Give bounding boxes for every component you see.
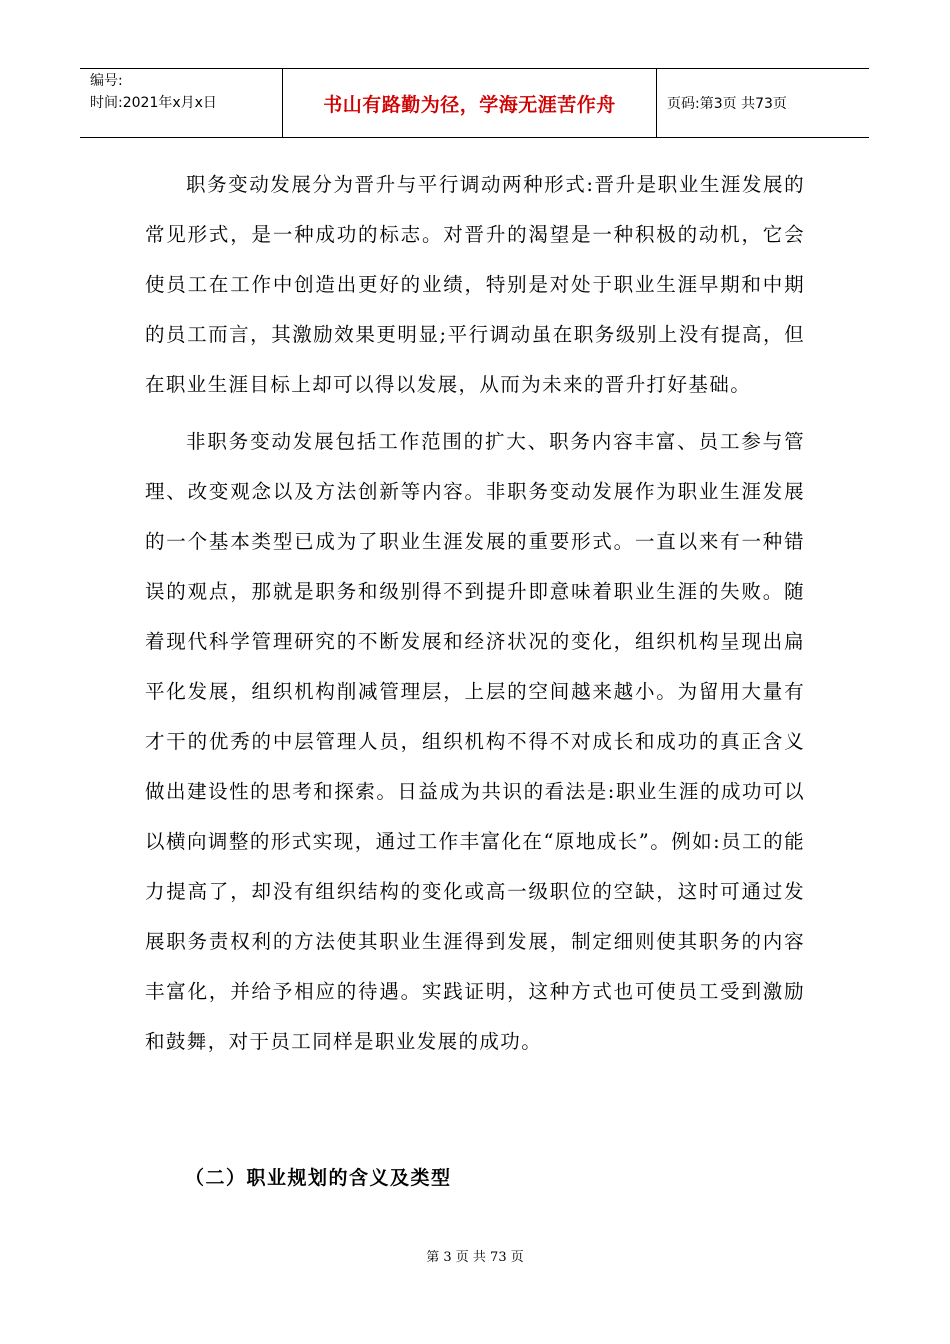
header-meta: [80, 69, 283, 137]
page-header: [80, 68, 869, 138]
header-page-info: 页码:第3页 共73页: [667, 96, 787, 112]
paragraph: 非职务变动发展包括工作范围的扩大、职务内容丰富、员工参与管理、改变观念以及方法创新等内容。非职务变动发展作为职业生涯发展的一个基本类型已成为了职业生涯发展的重要形式。一直以来有一种错误的观点，那就是职务和级别得不到提升即意味着职业生涯的失败。随着现代科学管理研究的不断发展和经济状况的变化，组织机构呈现出扁平化发展，组织机构削减管理层，上层的空间越来越小。为留用大量有才干的优秀的中层管理人员，组织机构不得不对成长和成功的真正含义做出建设性的思考和探索。日益成为共识的看法是:职业生涯的成功可以以横向调整的形式实现，通过工作丰富化在“原地成长”。例如:员工的能力提高了，却没有组织结构的变化或高一级职位的空缺，这时可通过发展职务责权利的方法使其职业生涯得到发展，制定细则使其职务的内容丰富化，并给予相应的待遇。实践证明，这种方式也可使员工受到激励和鼓舞，对于员工同样是职业发展的成功。: [145, 430, 805, 1053]
header-motto: 书山有路勤为径，学海无涯苦作舟: [283, 69, 657, 137]
document-time-label: 时间:2021年x月x日: [90, 95, 217, 111]
document-number-label: 编号:: [90, 73, 123, 89]
section-heading: （二）职业规划的含义及类型: [185, 1167, 452, 1189]
paragraph: 职务变动发展分为晋升与平行调动两种形式:晋升是职业生涯发展的常见形式，是一种成功的标志。对晋升的渴望是一种积极的动机，它会使员工在工作中创造出更好的业绩，特别是对处于职业生涯早期和中期的员工而言，其激励效果更明显;平行调动虽在职务级别上没有提高，但在职业生涯目标上却可以得以发展，从而为未来的晋升打好基础。: [145, 173, 805, 396]
document-body: [145, 160, 805, 1067]
page-footer: 第 3 页 共 73 页: [426, 1250, 524, 1265]
